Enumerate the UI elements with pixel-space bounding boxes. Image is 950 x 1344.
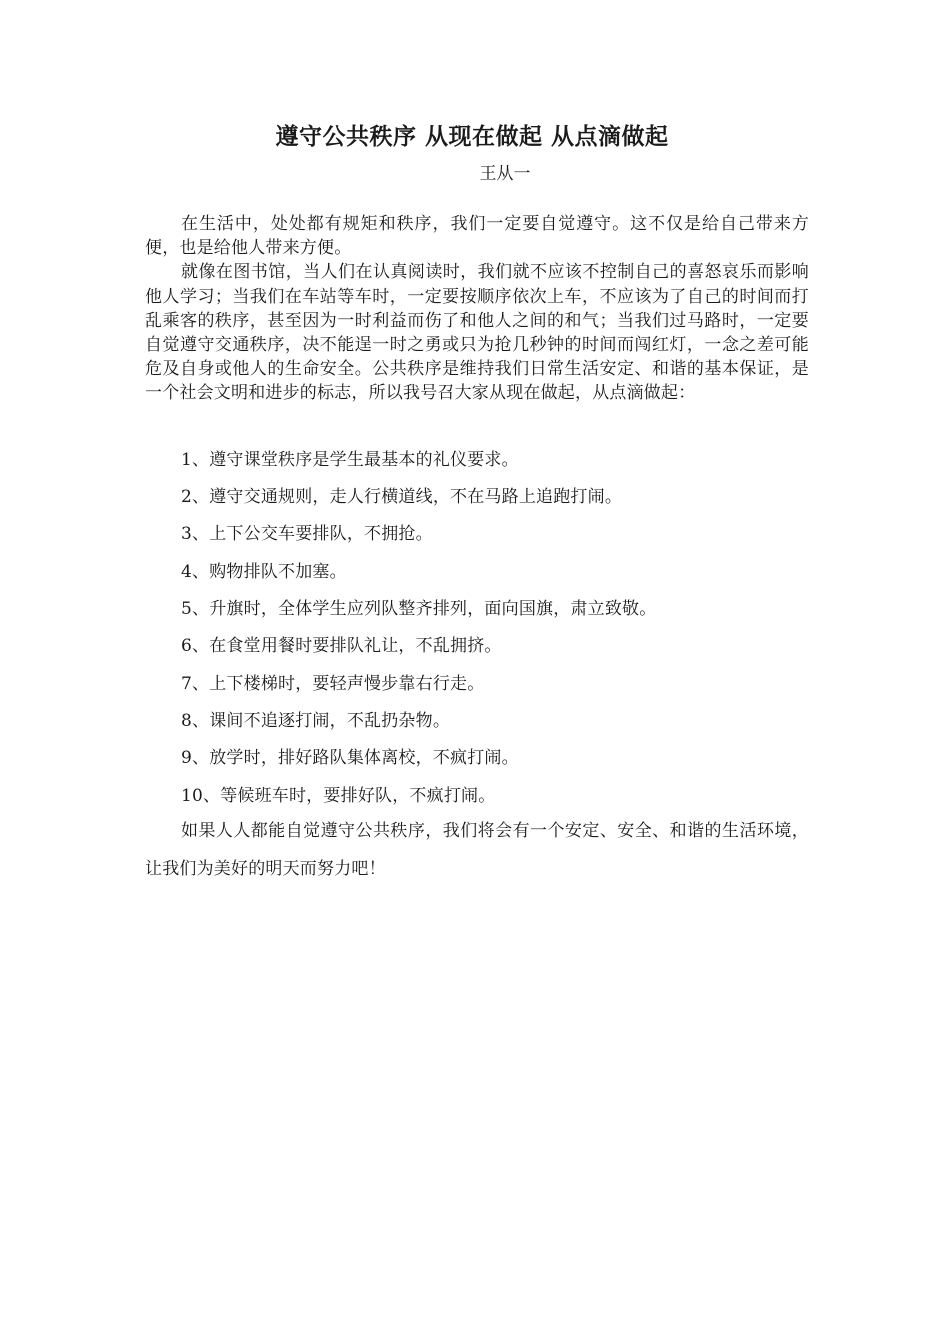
list-item: 2、遵守交通规则，走人行横道线，不在马路上追跑打闹。: [181, 487, 623, 507]
list-item: 10、等候班车时，要排好队，不疯打闹。: [181, 786, 496, 806]
list-item: 1、遵守课堂秩序是学生最基本的礼仪要求。: [181, 450, 519, 470]
list-item: 3、上下公交车要排队，不拥抢。: [181, 524, 433, 544]
list-item: 4、购物排队不加塞。: [181, 562, 347, 582]
list-item: 6、在食堂用餐时要排队礼让，不乱拥挤。: [181, 636, 502, 656]
body-paragraph: 就像在图书馆，当人们在认真阅读时，我们就不应该不控制自己的喜怒哀乐而影响他人学习；当我们在车站等车时，一定要按顺序依次上车，不应该为了自己的时间而打乱乘客的秩序，甚至因为一时利益而伤了和他人之间的和气；当我们过马路时，一定要自觉遵守交通秩序，决不能逞一时之勇或只为抢几秒钟的时间而闯红灯，一念之差可能危及自身或他人的生命安全。公共秩序是维持我们日常生活安定、和谐的基本保证，是一个社会文明和进步的标志，所以我号召大家从现在做起，从点滴做起：: [145, 262, 809, 404]
intro-paragraph: 在生活中，处处都有规矩和秩序，我们一定要自觉遵守。这不仅是给自己带来方便，也是给他人带来方便。: [145, 214, 809, 259]
document-author: 王从一: [479, 164, 531, 184]
list-item: 7、上下楼梯时，要轻声慢步靠右行走。: [181, 674, 485, 694]
document-body: [145, 212, 809, 879]
document-title: 遵守公共秩序 从现在做起 从点滴做起: [275, 123, 669, 150]
list-item: 9、放学时，排好路队集体离校，不疯打闹。: [181, 748, 519, 768]
list-item: 8、课间不追逐打闹，不乱扔杂物。: [181, 711, 451, 731]
closing-paragraph: 如果人人都能自觉遵守公共秩序，我们将会有一个安定、安全、和谐的生活环境，让我们为美好的明天而努力吧！: [145, 821, 809, 879]
list-item: 5、升旗时，全体学生应列队整齐排列，面向国旗，肃立致敬。: [181, 599, 657, 619]
